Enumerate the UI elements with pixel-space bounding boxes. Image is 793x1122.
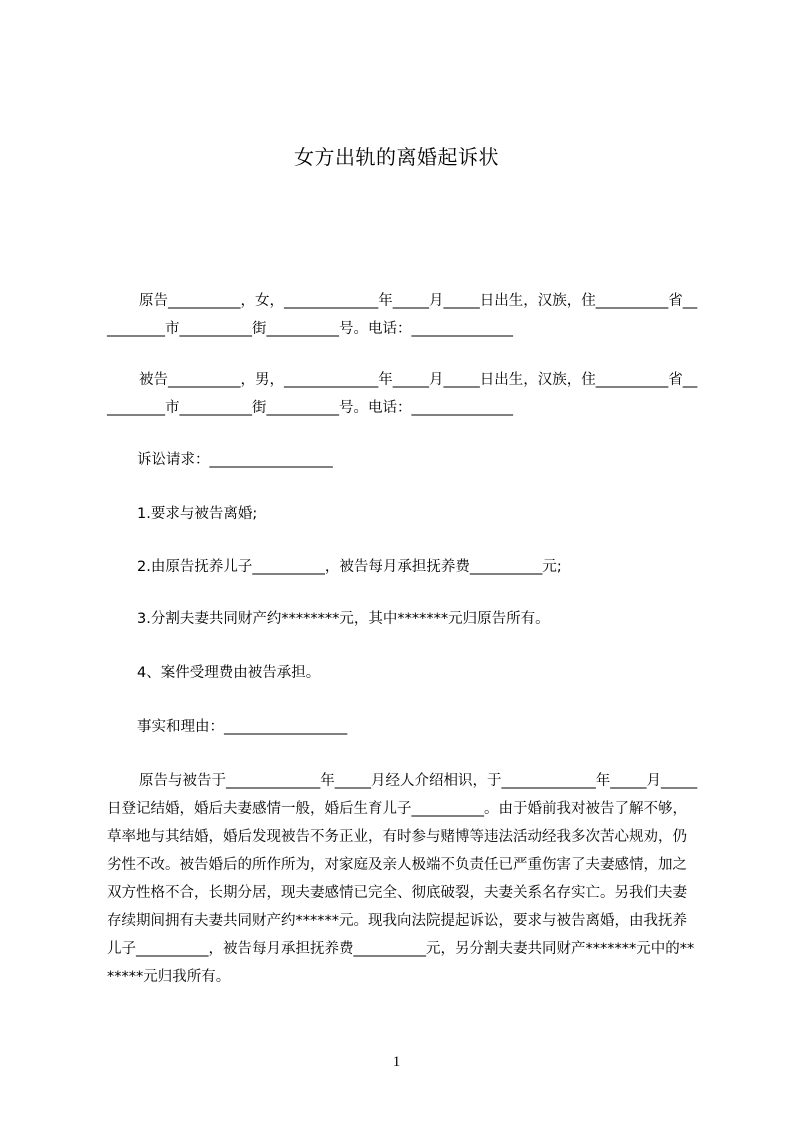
facts-body: 原告与被告于_____________年_____月经人介绍相识，于_____________年_____月_____日登记结婚，婚后夫妻感情一般，婚后生育儿子__________。由于婚前我对被告了解不够，草率地与其结婚，婚后发现被告不务正业，有时参与赌博等违法活动经我多次苦心规劝，仍劣性不改。被告婚后的所作所为，对家庭及亲人极端不负责任已严重伤害了夫妻感情，加之双方性格不合，长期分居，现夫妻感情已完全、彻底破裂，夫妻关系名存实亡。另我们夫妻存续期间拥有夫妻共同财产约******元。现我向法院提起诉讼，要求与被告离婚，由我抚养儿子__________，被告每月承担抚养费__________元，另分割夫妻共同财产*******元中的*******元归我所有。	[107, 773, 698, 985]
facts-heading: 事实和理由：_________________	[137, 719, 348, 735]
claim-item-2: 2.由原告抚养儿子__________，被告每月承担抚养费__________元;	[137, 559, 562, 575]
plaintiff-info: 原告__________，女，_____________年_____月_____日出生，汉族，住__________省__________市__________街__________号。电话：______________	[107, 293, 698, 337]
claim-item-4: 4、案件受理费由被告承担。	[137, 665, 321, 681]
page-number: 1	[392, 1054, 401, 1070]
claims-heading: 诉讼请求：_________________	[137, 452, 333, 468]
claim-item-1: 1.要求与被告离婚;	[137, 506, 258, 522]
claim-item-3: 3.分割夫妻共同财产约********元，其中*******元归原告所有。	[137, 611, 550, 627]
defendant-info: 被告__________，男，_____________年_____月_____日出生，汉族，住__________省__________市__________街__________号。电话：______________	[107, 372, 698, 416]
document-title: 女方出轨的离婚起诉状	[294, 145, 499, 169]
